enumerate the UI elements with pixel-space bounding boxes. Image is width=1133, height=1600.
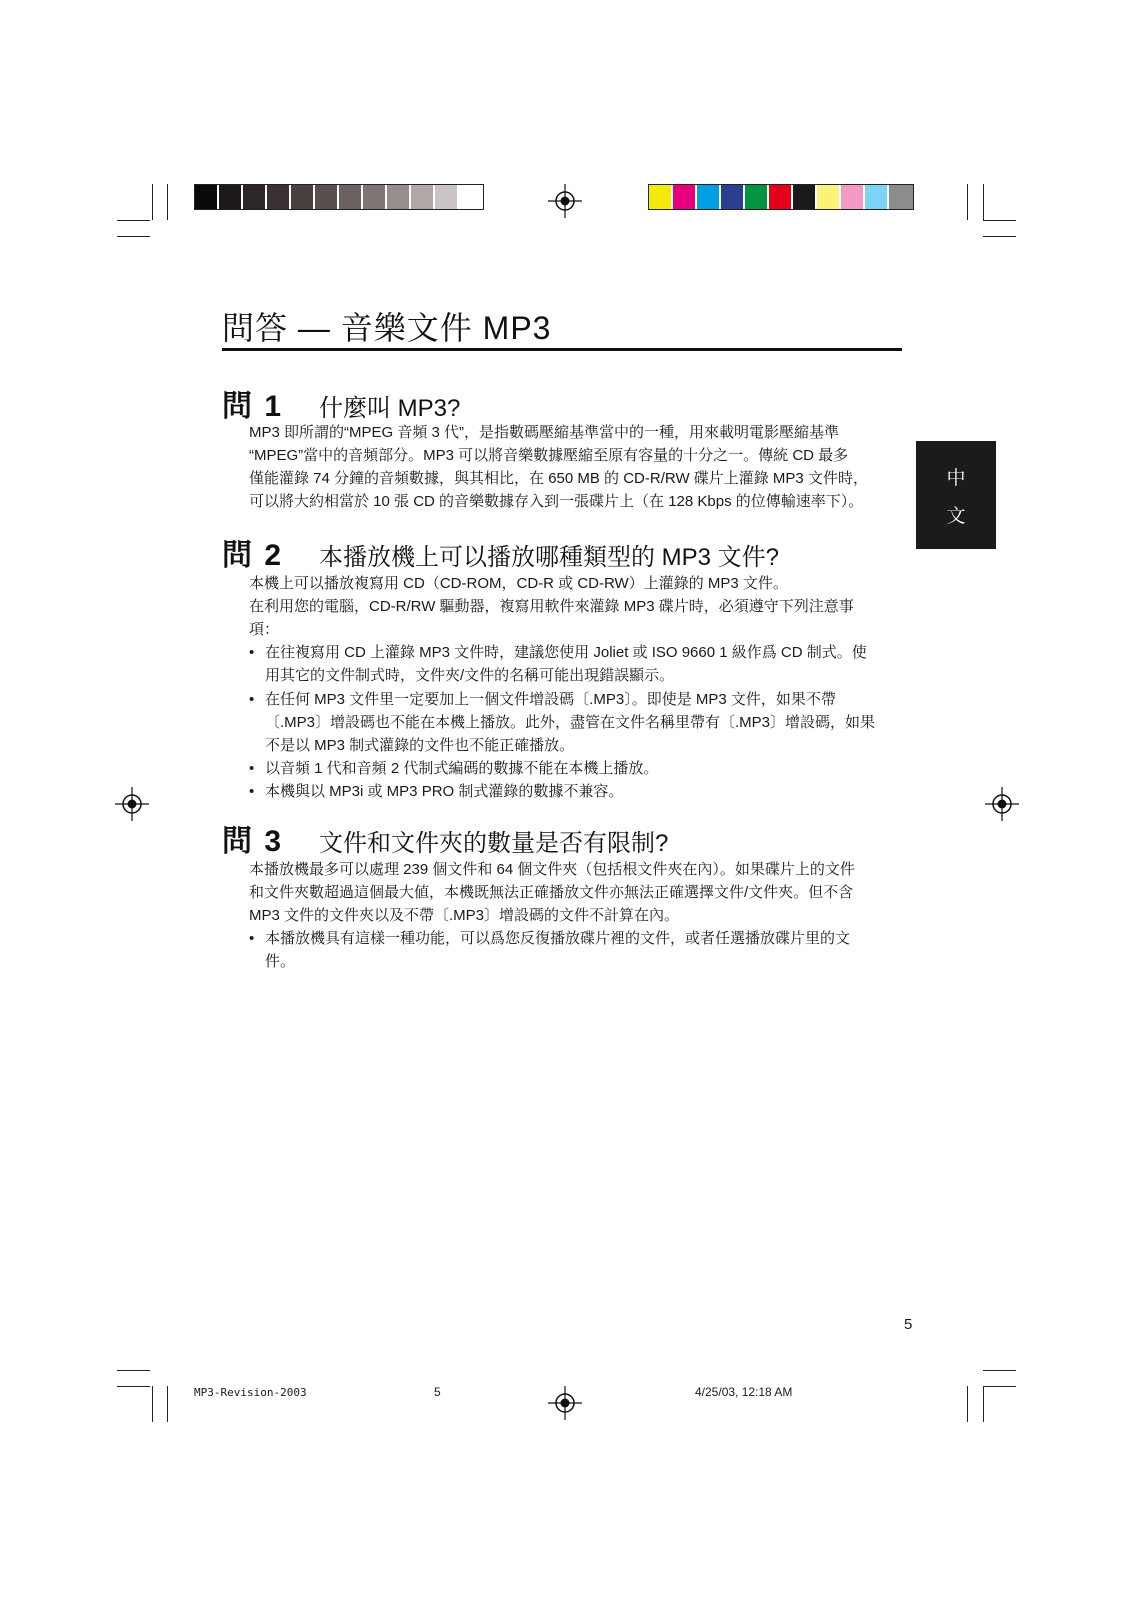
- bullet-dot: •: [249, 930, 255, 947]
- question-title: 本播放機上可以播放哪種類型的 MP3 文件?: [319, 544, 780, 571]
- text-line: 在往複寫用 CD 上灌錄 MP3 文件時，建議您使用 Joliet 或 ISO 9660 1 級作爲 CD 制式。使: [265, 644, 867, 661]
- bullet-dot: •: [249, 691, 255, 708]
- text-line: MP3 文件的文件夾以及不帶〔.MP3〕增設碼的文件不計算在內。: [249, 907, 680, 924]
- question-heading: [222, 381, 460, 425]
- color-swatch: [697, 185, 721, 209]
- color-swatch: [339, 185, 363, 209]
- page-number: 5: [904, 1316, 913, 1333]
- color-swatch: [387, 185, 411, 209]
- crop-mark: [983, 184, 984, 220]
- color-swatch: [769, 185, 793, 209]
- color-swatch: [865, 185, 889, 209]
- text-line: 不是以 MP3 制式灌錄的文件也不能正確播放。: [265, 737, 575, 754]
- language-tab-char: 中: [946, 468, 966, 489]
- text-line: 本機上可以播放複寫用 CD（CD-ROM，CD-R 或 CD-RW）上灌錄的 MP3 文件。: [249, 575, 788, 592]
- question-heading: [222, 530, 779, 574]
- bullet-dot: •: [249, 783, 255, 800]
- crop-mark: [983, 220, 1016, 221]
- page-title: 問答 — 音樂文件 MP3: [222, 310, 552, 346]
- answer-paragraph: [249, 595, 904, 641]
- text-line: 以音頻 1 代和音頻 2 代制式編碼的數據不能在本機上播放。: [265, 760, 659, 777]
- text-line: 僅能灌錄 74 分鐘的音頻數據，與其相比，在 650 MB 的 CD-R/RW 碟片上灌錄 MP3 文件時，: [249, 470, 868, 487]
- registration-mark-icon: [115, 787, 149, 821]
- bullet-dot: •: [249, 644, 255, 661]
- slug-timestamp: 4/25/03, 12:18 AM: [695, 1385, 793, 1399]
- text-line: 本播放機最多可以處理 239 個文件和 64 個文件夾（包括根文件夾在內）。如果碟片上的文件: [249, 861, 855, 878]
- answer-paragraph: [249, 572, 904, 595]
- color-swatch: [841, 185, 865, 209]
- color-swatch: [889, 185, 913, 209]
- text-line: 〔.MP3〕增設碼也不能在本機上播放。此外，盡管在文件名稱里帶有〔.MP3〕增設碼，如果: [265, 714, 876, 731]
- answer-paragraph: [249, 858, 904, 927]
- crop-mark: [983, 1370, 1016, 1371]
- question-title: 什麼叫 MP3?: [319, 395, 461, 422]
- crop-mark: [983, 1386, 1016, 1387]
- crop-mark: [117, 1370, 150, 1371]
- color-swatch: [817, 185, 841, 209]
- question-heading: [222, 816, 668, 860]
- text-line: 用其它的文件制式時，文件夾/文件的名稱可能出現錯誤顯示。: [265, 667, 675, 684]
- text-line: 項：: [249, 621, 280, 638]
- crop-mark: [152, 1386, 153, 1422]
- color-swatch: [459, 185, 483, 209]
- registration-mark-icon: [548, 184, 582, 218]
- text-line: 件。: [265, 953, 296, 970]
- slug-filename: MP3-Revision-2003: [194, 1386, 307, 1399]
- registration-mark-icon: [548, 1386, 582, 1420]
- crop-mark: [117, 220, 150, 221]
- text-line: 本機與以 MP3i 或 MP3 PRO 制式灌錄的數據不兼容。: [265, 783, 624, 800]
- process-color-bar: [648, 184, 914, 210]
- title-divider: [222, 348, 902, 351]
- color-swatch: [243, 185, 267, 209]
- slug-page-number: 5: [434, 1385, 441, 1399]
- color-swatch: [363, 185, 387, 209]
- color-swatch: [435, 185, 459, 209]
- color-swatch: [649, 185, 673, 209]
- text-line: 和文件夾數超過這個最大値，本機既無法正確播放文件亦無法正確選擇文件/文件夾。但不含: [249, 884, 854, 901]
- color-swatch: [411, 185, 435, 209]
- color-swatch: [721, 185, 745, 209]
- crop-mark: [167, 1386, 168, 1422]
- color-swatch: [745, 185, 769, 209]
- question-number: 問 2: [222, 539, 284, 572]
- question-title: 文件和文件夾的數量是否有限制?: [319, 830, 669, 857]
- text-line: 在利用您的電腦，CD-R/RW 驅動器，複寫用軟件來灌錄 MP3 碟片時，必須遵守下列注意事: [249, 598, 854, 615]
- crop-mark: [167, 184, 168, 220]
- color-swatch: [267, 185, 291, 209]
- registration-mark-icon: [985, 787, 1019, 821]
- color-swatch: [315, 185, 339, 209]
- crop-mark: [967, 1386, 968, 1422]
- color-swatch: [793, 185, 817, 209]
- text-line: MP3 即所謂的“MPEG 音頻 3 代”，是指數碼壓縮基準當中的一種，用來載明電影壓縮基準: [249, 424, 840, 441]
- crop-mark: [983, 236, 1016, 237]
- crop-mark: [117, 236, 150, 237]
- crop-mark: [967, 184, 968, 220]
- bullet-dot: •: [249, 760, 255, 777]
- text-line: 在任何 MP3 文件里一定要加上一個文件增設碼〔.MP3〕。即使是 MP3 文件，如果不帶: [265, 691, 836, 708]
- language-tab-char: 文: [946, 506, 966, 527]
- color-swatch: [673, 185, 697, 209]
- answer-paragraph: [249, 421, 904, 513]
- grayscale-color-bar: [194, 184, 484, 210]
- question-number: 問 1: [222, 390, 284, 423]
- color-swatch: [219, 185, 243, 209]
- color-swatch: [195, 185, 219, 209]
- text-line: 本播放機具有這樣一種功能，可以爲您反復播放碟片裡的文件，或者任選播放碟片里的文: [265, 930, 851, 947]
- color-swatch: [291, 185, 315, 209]
- crop-mark: [117, 1386, 150, 1387]
- crop-mark: [983, 1386, 984, 1422]
- question-number: 問 3: [222, 825, 284, 858]
- language-tab: [916, 441, 996, 549]
- text-line: 可以將大約相當於 10 張 CD 的音樂數據存入到一張碟片上（在 128 Kbps 的位傳輸速率下）。: [249, 493, 864, 510]
- crop-mark: [152, 184, 153, 220]
- text-line: “MPEG”當中的音頻部分。MP3 可以將音樂數據壓縮至原有容量的十分之一。傳統 CD 最多: [249, 447, 849, 464]
